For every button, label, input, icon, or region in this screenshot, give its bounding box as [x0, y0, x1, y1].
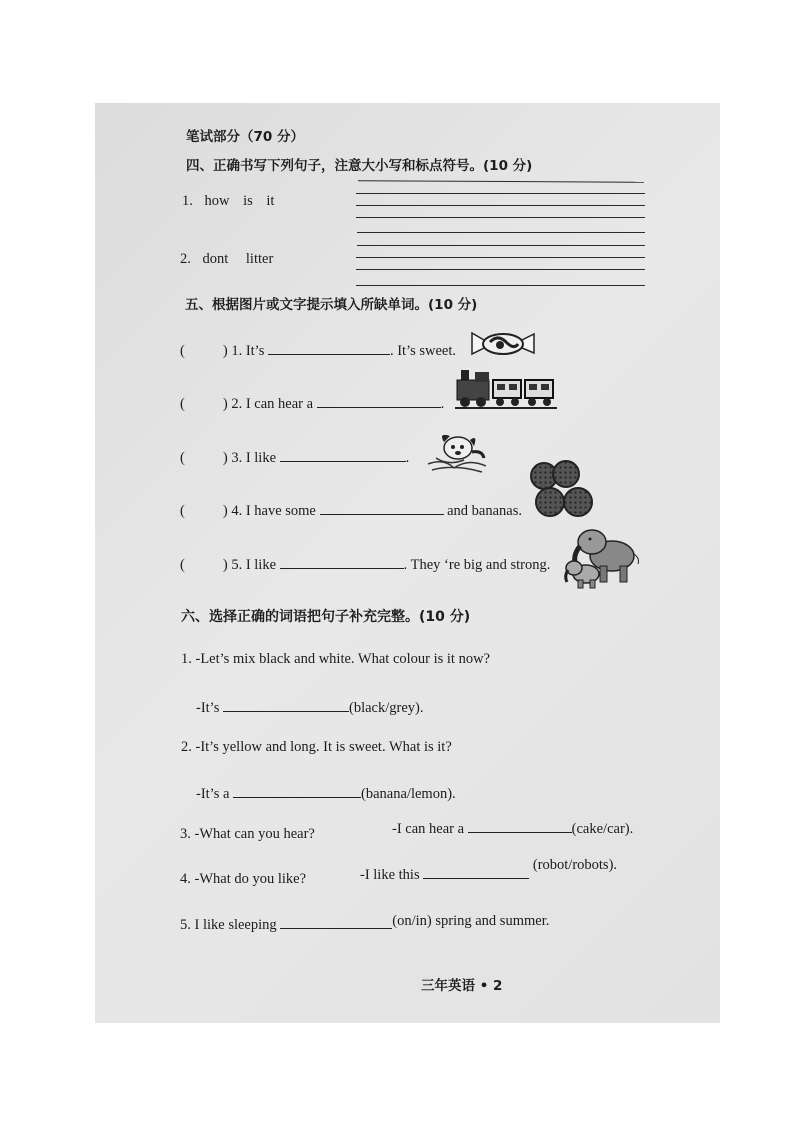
answer-options: (black/grey).	[348, 700, 424, 716]
scrambled-word: how	[204, 193, 230, 209]
sentence-prefix: 1. It’s	[231, 343, 265, 359]
s6-q3-question: 3. -What can you hear?	[180, 826, 315, 842]
sentence-suffix: .	[405, 450, 410, 466]
s5-item-4	[180, 500, 522, 520]
blank-line[interactable]	[317, 393, 441, 408]
answer-paren-open: (	[180, 396, 185, 412]
answer-paren-open: (	[180, 343, 185, 359]
answer-paren-open: (	[180, 557, 185, 573]
scrambled-word: dont	[202, 251, 229, 267]
elephants-icon	[562, 520, 642, 590]
blank-line[interactable]	[223, 697, 349, 712]
s6-q1-answer	[196, 697, 423, 717]
s6-q1-question: 1. -Let’s mix black and white. What colour is it now?	[181, 651, 490, 667]
s6-q2-answer	[196, 783, 456, 803]
answer-paren-close: )	[222, 503, 228, 519]
answer-options: (on/in) spring and summer.	[392, 913, 550, 929]
answer-prefix: -I like this	[360, 867, 420, 883]
s6-q3-answer	[392, 818, 633, 838]
item-number: 1.	[182, 193, 193, 209]
blank-line[interactable]	[468, 818, 572, 833]
answer-paren-open: (	[180, 450, 185, 466]
sentence-suffix: and bananas.	[447, 503, 523, 519]
s5-item-2	[180, 393, 444, 413]
section-6-heading: 六、选择正确的词语把句子补充完整。(10 分)	[181, 609, 471, 625]
s6-q2-question: 2. -It’s yellow and long. It is sweet. What is it?	[181, 739, 452, 755]
answer-paren-close: )	[222, 557, 228, 573]
scrambled-word: litter	[245, 251, 274, 267]
answer-paren-close: )	[222, 343, 228, 359]
answer-paren-close: )	[222, 396, 228, 412]
blank-line[interactable]	[233, 783, 361, 798]
s4-item-1	[182, 193, 274, 210]
answer-options: (cake/car).	[571, 821, 634, 837]
sentence-prefix: 5. I like sleeping	[180, 917, 277, 933]
blank-line[interactable]	[280, 447, 406, 462]
s5-item-3	[180, 447, 409, 467]
sentence-suffix: . It’s sweet.	[389, 343, 457, 359]
written-section-title: 笔试部分（70 分）	[186, 129, 304, 145]
answer-options: (robot/robots).	[532, 857, 618, 873]
train-icon	[455, 362, 557, 410]
s5-item-1	[180, 340, 456, 360]
s6-q4-answer	[360, 857, 618, 884]
dog-icon	[424, 428, 490, 474]
answer-paren-close: )	[222, 450, 228, 466]
sentence-prefix: 5. I like	[231, 557, 277, 573]
scrambled-word: is	[243, 193, 253, 209]
blank-line[interactable]	[268, 340, 390, 355]
sentence-prefix: 4. I have some	[231, 503, 316, 519]
s6-q5	[180, 914, 549, 934]
answer-prefix: -I can hear a	[392, 821, 465, 837]
candy-icon	[470, 330, 536, 356]
s5-item-5	[180, 554, 550, 574]
item-number: 2.	[180, 251, 191, 267]
section-5-heading: 五、根据图片或文字提示填入所缺单词。(10 分)	[185, 297, 478, 313]
s6-q4-question: 4. -What do you like?	[180, 871, 307, 887]
s4-item-2	[180, 251, 273, 268]
cookies-icon	[528, 460, 596, 524]
answer-options: (banana/lemon).	[361, 786, 456, 802]
scrambled-word: it	[266, 193, 275, 209]
sentence-prefix: 2. I can hear a	[231, 396, 314, 412]
blank-line[interactable]	[423, 864, 529, 879]
sentence-prefix: 3. I like	[231, 450, 277, 466]
sentence-suffix: .	[440, 396, 445, 412]
page-footer: 三年英语 • 2	[421, 978, 503, 994]
section-4-heading: 四、正确书写下列句子，注意大小写和标点符号。(10 分)	[186, 158, 533, 174]
blank-line[interactable]	[320, 500, 444, 515]
answer-prefix: -It’s	[196, 700, 220, 716]
sentence-suffix: . They ‘re big and strong.	[403, 557, 551, 573]
blank-line[interactable]	[280, 914, 392, 929]
blank-line[interactable]	[280, 554, 404, 569]
answer-prefix: -It’s a	[196, 786, 230, 802]
answer-paren-open: (	[180, 503, 185, 519]
